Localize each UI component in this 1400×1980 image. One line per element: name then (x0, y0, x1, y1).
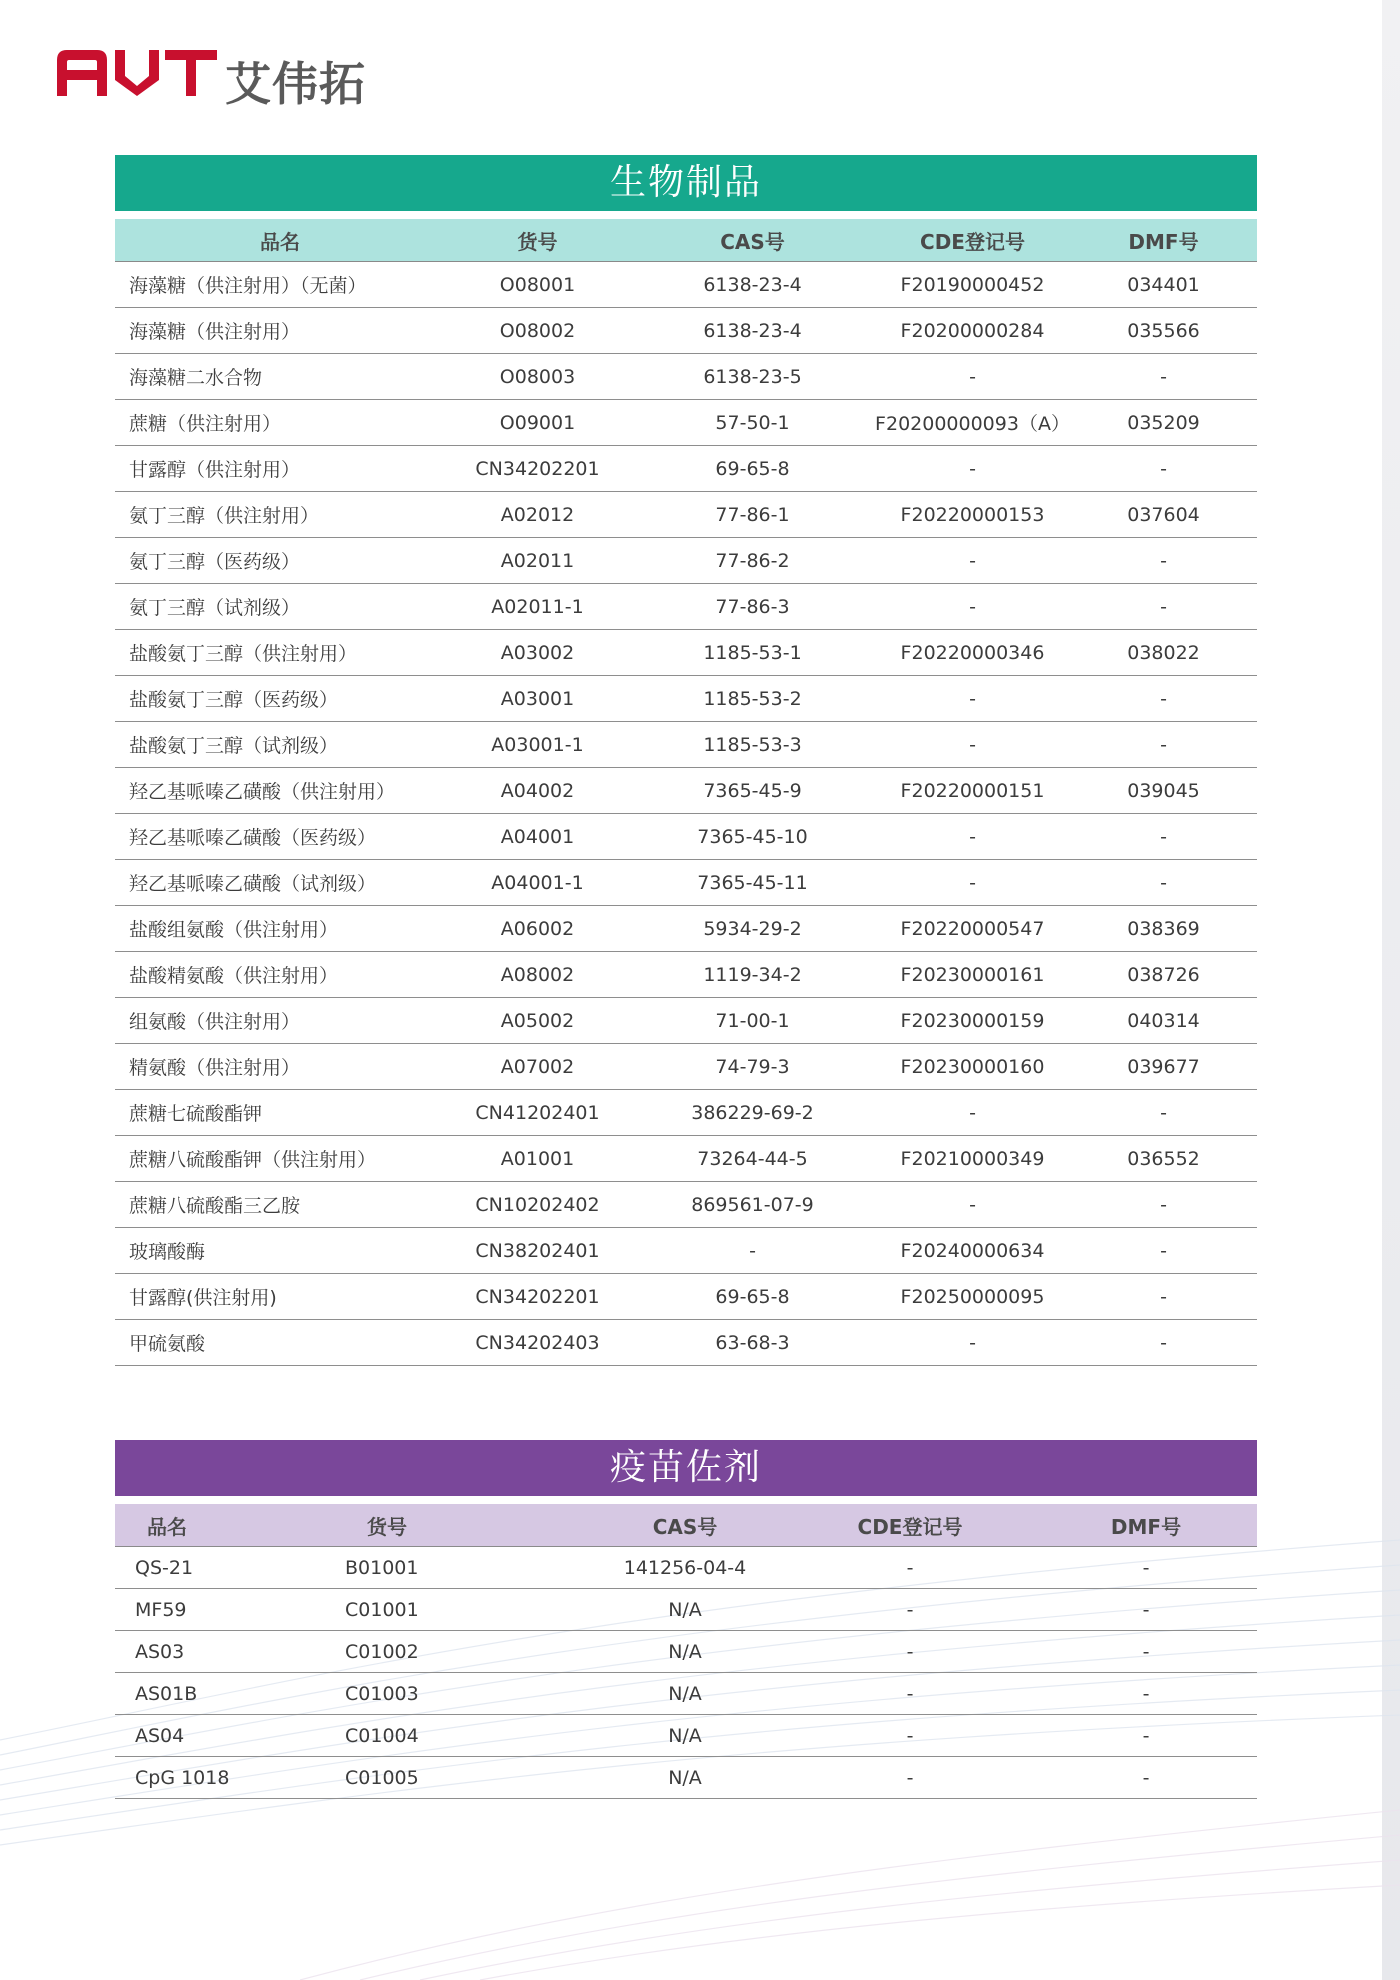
cde-number-cell: - (875, 1182, 1070, 1228)
product-code-cell: A07002 (445, 1044, 630, 1090)
dmf-number-cell: 038726 (1070, 952, 1257, 998)
biologics-table-row (115, 262, 1257, 308)
dmf-number-cell: 037604 (1070, 492, 1257, 538)
dmf-number-cell: - (1070, 1274, 1257, 1320)
product-code-cell: A02011-1 (445, 584, 630, 630)
col-header-dmf: DMF号 (1070, 219, 1257, 262)
cde-number-cell: F20190000452 (875, 262, 1070, 308)
dmf-number-cell: 039677 (1070, 1044, 1257, 1090)
cde-number-cell: - (875, 676, 1070, 722)
biologics-table-row (115, 1090, 1257, 1136)
cde-number-cell: - (875, 814, 1070, 860)
dmf-number-cell: - (1070, 538, 1257, 584)
cde-number-cell: - (785, 1547, 1035, 1589)
dmf-number-cell: 039045 (1070, 768, 1257, 814)
product-name-cell: 蔗糖七硫酸酯钾 (115, 1090, 445, 1136)
cde-number-cell: F20200000093（A） (875, 400, 1070, 446)
product-code-cell: A04002 (445, 768, 630, 814)
cde-number-cell: - (785, 1673, 1035, 1715)
dmf-number-cell: 034401 (1070, 262, 1257, 308)
biologics-table-row (115, 308, 1257, 354)
biologics-table-row (115, 1136, 1257, 1182)
product-code-cell: CN34202201 (445, 446, 630, 492)
cde-number-cell: F20220000151 (875, 768, 1070, 814)
product-name-cell: AS03 (115, 1631, 335, 1673)
product-code-cell: CN34202403 (445, 1320, 630, 1366)
cde-number-cell: F20230000160 (875, 1044, 1070, 1090)
biologics-table-row (115, 630, 1257, 676)
cde-number-cell: - (875, 722, 1070, 768)
dmf-number-cell: 036552 (1070, 1136, 1257, 1182)
product-code-cell: B01001 (335, 1547, 585, 1589)
product-name-cell: 海藻糖二水合物 (115, 354, 445, 400)
biologics-table-row (115, 446, 1257, 492)
adjuvant-table-row (115, 1715, 1257, 1757)
cas-number-cell: 1185-53-2 (630, 676, 875, 722)
product-name-cell: 氨丁三醇（试剂级） (115, 584, 445, 630)
product-code-cell: O08001 (445, 262, 630, 308)
cas-number-cell: 869561-07-9 (630, 1182, 875, 1228)
biologics-table-row (115, 354, 1257, 400)
col-header-cas: CAS号 (585, 1504, 785, 1547)
product-name-cell: 甘露醇（供注射用） (115, 446, 445, 492)
product-code-cell: A05002 (445, 998, 630, 1044)
product-code-cell: A03001-1 (445, 722, 630, 768)
adjuvant-header-row (115, 1504, 1257, 1547)
product-name-cell: MF59 (115, 1589, 335, 1631)
biologics-table-row (115, 906, 1257, 952)
cas-number-cell: 1185-53-1 (630, 630, 875, 676)
cde-number-cell: - (785, 1631, 1035, 1673)
product-name-cell: 海藻糖（供注射用） (115, 308, 445, 354)
col-header-cde: CDE登记号 (875, 219, 1070, 262)
biologics-table-row (115, 722, 1257, 768)
product-name-cell: 蔗糖八硫酸酯三乙胺 (115, 1182, 445, 1228)
biologics-table (115, 219, 1257, 1366)
cde-number-cell: F20210000349 (875, 1136, 1070, 1182)
biologics-header-row (115, 219, 1257, 262)
product-code-cell: C01003 (335, 1673, 585, 1715)
cas-number-cell: 57-50-1 (630, 400, 875, 446)
biologics-table-row (115, 1182, 1257, 1228)
dmf-number-cell: - (1070, 676, 1257, 722)
dmf-number-cell: - (1070, 354, 1257, 400)
product-name-cell: 羟乙基哌嗪乙磺酸（试剂级） (115, 860, 445, 906)
product-name-cell: 蔗糖八硫酸酯钾（供注射用） (115, 1136, 445, 1182)
dmf-number-cell: - (1070, 1228, 1257, 1274)
adjuvant-table-row (115, 1757, 1257, 1799)
product-name-cell: CpG 1018 (115, 1757, 335, 1799)
cas-number-cell: N/A (585, 1631, 785, 1673)
product-name-cell: AS04 (115, 1715, 335, 1757)
product-name-cell: 盐酸氨丁三醇（医药级） (115, 676, 445, 722)
cde-number-cell: F20200000284 (875, 308, 1070, 354)
col-header-cas: CAS号 (630, 219, 875, 262)
dmf-number-cell: - (1035, 1589, 1257, 1631)
cas-number-cell: N/A (585, 1715, 785, 1757)
product-name-cell: 甘露醇(供注射用) (115, 1274, 445, 1320)
avt-logo (57, 50, 217, 96)
product-name-cell: 海藻糖（供注射用）（无菌） (115, 262, 445, 308)
cde-number-cell: F20230000161 (875, 952, 1070, 998)
cde-number-cell: - (875, 860, 1070, 906)
product-code-cell: CN41202401 (445, 1090, 630, 1136)
cas-number-cell: 6138-23-4 (630, 262, 875, 308)
cas-number-cell: 7365-45-10 (630, 814, 875, 860)
cde-number-cell: F20240000634 (875, 1228, 1070, 1274)
product-name-cell: 盐酸氨丁三醇（供注射用） (115, 630, 445, 676)
product-code-cell: C01004 (335, 1715, 585, 1757)
product-code-cell: A08002 (445, 952, 630, 998)
biologics-table-row (115, 1320, 1257, 1366)
cde-number-cell: - (875, 538, 1070, 584)
biologics-section (115, 155, 1257, 1366)
dmf-number-cell: - (1035, 1631, 1257, 1673)
product-code-cell: O09001 (445, 400, 630, 446)
cas-number-cell: 1119-34-2 (630, 952, 875, 998)
biologics-table-row (115, 814, 1257, 860)
adjuvant-section (115, 1440, 1257, 1799)
product-code-cell: CN10202402 (445, 1182, 630, 1228)
product-code-cell: C01005 (335, 1757, 585, 1799)
product-name-cell: 盐酸组氨酸（供注射用） (115, 906, 445, 952)
dmf-number-cell: 035566 (1070, 308, 1257, 354)
dmf-number-cell: - (1035, 1757, 1257, 1799)
cas-number-cell: N/A (585, 1757, 785, 1799)
biologics-title: 生物制品 (115, 155, 1257, 211)
biologics-table-row (115, 952, 1257, 998)
cas-number-cell: 5934-29-2 (630, 906, 875, 952)
product-name-cell: 玻璃酸酶 (115, 1228, 445, 1274)
cas-number-cell: 6138-23-4 (630, 308, 875, 354)
adjuvant-title: 疫苗佐剂 (115, 1440, 1257, 1496)
dmf-number-cell: - (1070, 814, 1257, 860)
product-code-cell: A06002 (445, 906, 630, 952)
cde-number-cell: - (875, 584, 1070, 630)
cde-number-cell: - (785, 1715, 1035, 1757)
cas-number-cell: 69-65-8 (630, 446, 875, 492)
col-header-code: 货号 (335, 1504, 585, 1547)
product-name-cell: 盐酸氨丁三醇（试剂级） (115, 722, 445, 768)
adjuvant-table-row (115, 1673, 1257, 1715)
cde-number-cell: F20230000159 (875, 998, 1070, 1044)
product-name-cell: QS-21 (115, 1547, 335, 1589)
product-name-cell: 羟乙基哌嗪乙磺酸（医药级） (115, 814, 445, 860)
dmf-number-cell: - (1070, 860, 1257, 906)
cas-number-cell: 73264-44-5 (630, 1136, 875, 1182)
adjuvant-table-body (115, 1547, 1257, 1799)
dmf-number-cell: - (1070, 722, 1257, 768)
biologics-table-body (115, 262, 1257, 1366)
dmf-number-cell: - (1035, 1673, 1257, 1715)
product-name-cell: 甲硫氨酸 (115, 1320, 445, 1366)
product-code-cell: CN38202401 (445, 1228, 630, 1274)
cas-number-cell: 77-86-1 (630, 492, 875, 538)
biologics-table-row (115, 1228, 1257, 1274)
dmf-number-cell: - (1035, 1547, 1257, 1589)
product-code-cell: A04001-1 (445, 860, 630, 906)
adjuvant-table-row (115, 1547, 1257, 1589)
product-name-cell: 羟乙基哌嗪乙磺酸（供注射用） (115, 768, 445, 814)
biologics-table-row (115, 584, 1257, 630)
product-name-cell: 盐酸精氨酸（供注射用） (115, 952, 445, 998)
cde-number-cell: F20220000547 (875, 906, 1070, 952)
dmf-number-cell: - (1070, 446, 1257, 492)
cas-number-cell: 1185-53-3 (630, 722, 875, 768)
dmf-number-cell: - (1070, 1320, 1257, 1366)
product-name-cell: 蔗糖（供注射用） (115, 400, 445, 446)
col-header-dmf: DMF号 (1035, 1504, 1257, 1547)
adjuvant-table (115, 1504, 1257, 1799)
cas-number-cell: 6138-23-5 (630, 354, 875, 400)
cas-number-cell: 69-65-8 (630, 1274, 875, 1320)
product-code-cell: C01002 (335, 1631, 585, 1673)
product-code-cell: O08002 (445, 308, 630, 354)
cde-number-cell: - (875, 1090, 1070, 1136)
biologics-table-row (115, 538, 1257, 584)
cde-number-cell: - (875, 354, 1070, 400)
cas-number-cell: 71-00-1 (630, 998, 875, 1044)
col-header-code: 货号 (445, 219, 630, 262)
dmf-number-cell: - (1070, 1182, 1257, 1228)
col-header-name: 品名 (115, 219, 445, 262)
product-name-cell: AS01B (115, 1673, 335, 1715)
col-header-cde: CDE登记号 (785, 1504, 1035, 1547)
product-code-cell: A03001 (445, 676, 630, 722)
biologics-table-row (115, 1274, 1257, 1320)
product-code-cell: A01001 (445, 1136, 630, 1182)
cde-number-cell: F20250000095 (875, 1274, 1070, 1320)
cas-number-cell: N/A (585, 1589, 785, 1631)
cas-number-cell: 7365-45-11 (630, 860, 875, 906)
dmf-number-cell: 040314 (1070, 998, 1257, 1044)
product-code-cell: A04001 (445, 814, 630, 860)
dmf-number-cell: - (1070, 584, 1257, 630)
cas-number-cell: 63-68-3 (630, 1320, 875, 1366)
cde-number-cell: - (875, 1320, 1070, 1366)
product-code-cell: C01001 (335, 1589, 585, 1631)
product-name-cell: 氨丁三醇（医药级） (115, 538, 445, 584)
brand-chinese-name: 艾伟拓 (225, 57, 366, 111)
col-header-name: 品名 (115, 1504, 335, 1547)
dmf-number-cell: 038369 (1070, 906, 1257, 952)
cas-number-cell: 386229-69-2 (630, 1090, 875, 1136)
adjuvant-table-row (115, 1631, 1257, 1673)
product-name-cell: 组氨酸（供注射用） (115, 998, 445, 1044)
product-name-cell: 氨丁三醇（供注射用） (115, 492, 445, 538)
cas-number-cell: N/A (585, 1673, 785, 1715)
biologics-table-row (115, 676, 1257, 722)
product-name-cell: 精氨酸（供注射用） (115, 1044, 445, 1090)
cde-number-cell: - (785, 1757, 1035, 1799)
biologics-table-row (115, 998, 1257, 1044)
product-code-cell: A02012 (445, 492, 630, 538)
dmf-number-cell: 035209 (1070, 400, 1257, 446)
dmf-number-cell: 038022 (1070, 630, 1257, 676)
product-code-cell: A02011 (445, 538, 630, 584)
adjuvant-table-row (115, 1589, 1257, 1631)
cde-number-cell: - (875, 446, 1070, 492)
cas-number-cell: 141256-04-4 (585, 1547, 785, 1589)
cas-number-cell: 77-86-2 (630, 538, 875, 584)
product-code-cell: A03002 (445, 630, 630, 676)
cas-number-cell: 77-86-3 (630, 584, 875, 630)
cas-number-cell: - (630, 1228, 875, 1274)
biologics-table-row (115, 492, 1257, 538)
dmf-number-cell: - (1070, 1090, 1257, 1136)
cde-number-cell: - (785, 1589, 1035, 1631)
biologics-table-row (115, 768, 1257, 814)
cas-number-cell: 7365-45-9 (630, 768, 875, 814)
biologics-table-row (115, 1044, 1257, 1090)
biologics-table-row (115, 400, 1257, 446)
biologics-table-row (115, 860, 1257, 906)
cas-number-cell: 74-79-3 (630, 1044, 875, 1090)
product-code-cell: O08003 (445, 354, 630, 400)
product-code-cell: CN34202201 (445, 1274, 630, 1320)
cde-number-cell: F20220000153 (875, 492, 1070, 538)
cde-number-cell: F20220000346 (875, 630, 1070, 676)
dmf-number-cell: - (1035, 1715, 1257, 1757)
